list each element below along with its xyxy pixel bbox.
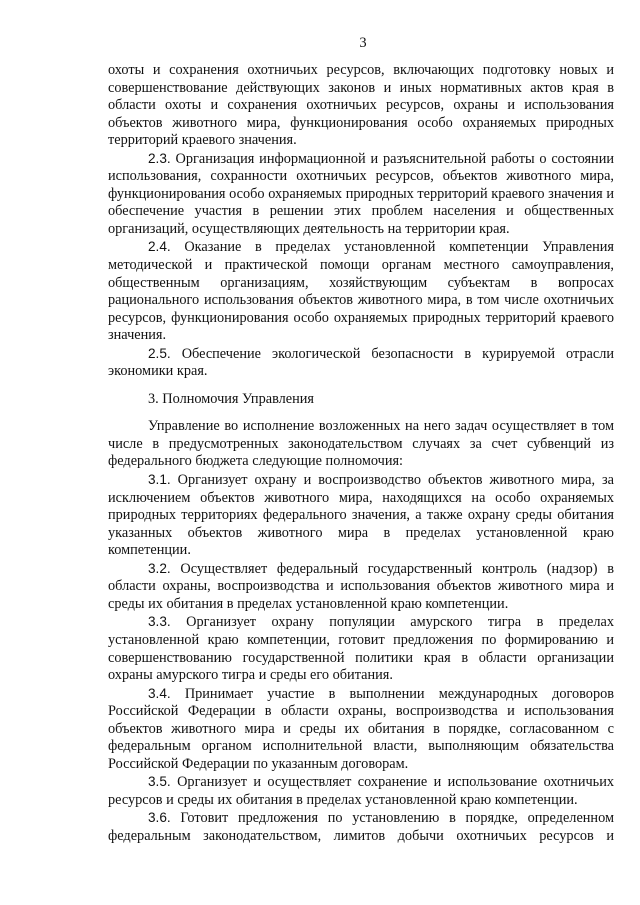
document-page xyxy=(108,34,614,846)
continuation-paragraph: охоты и сохранения охотничьих ресурсов, включающих подготовку новых и совершенствование действующих законов и иных нормативных актов края в области охоты и сохранения охотничьих ресурсов, охраны и использования объектов животного мира, функционирования особо охраняемых природных территорий краевого значения. xyxy=(108,62,614,149)
section-3-heading: 3. Полномочия Управления xyxy=(148,390,314,407)
clause-number: 3.6. xyxy=(148,810,171,826)
clause-number: 2.5. xyxy=(148,345,171,361)
clause-text: Оказание в пределах установленной компетенции Управления методической и практической помощи органам местного самоуправления, общественным организациям, хозяйствующим субъектам в вопросах рационального использования объектов животного мира, в том числе охотничьих ресурсов, функционирования особо охраняемых природных территорий краевого значения. xyxy=(108,239,614,344)
clause-3-5 xyxy=(108,773,614,809)
clause-3-6 xyxy=(108,809,614,845)
clause-2-5 xyxy=(108,345,614,381)
clause-2-4 xyxy=(108,238,614,344)
clause-number: 3.4. xyxy=(148,685,171,701)
clause-text: Организует охрану и воспроизводство объектов животного мира, за исключением объектов животного мира, находящихся на особо охраняемых природных территориях федерального значения, а также охрану среды обитания указанных объектов животного мира в пределах установленной краю компетенции. xyxy=(108,472,614,559)
clause-text: Обеспечение экологической безопасности в курируемой отрасли экономики края. xyxy=(108,345,614,380)
clause-text: Принимает участие в выполнении международных договоров Российской Федерации в области охраны, воспроизводства и использования объектов животного мира и среды их обитания в порядке, согласованном с федеральным органом исполнительной власти, выполняющим обязательства Российской Федерации по указанным договорам. xyxy=(108,685,614,772)
clause-text: Организация информационной и разъяснительной работы о состоянии использования, сохранности охотничьих ресурсов, объектов животного мира, функционирования особо охраняемых природных территорий краевого значения и обеспечение участия в решении этих проблем населения и общественных организаций, осуществляющих деятельность на территории края. xyxy=(108,150,614,237)
clause-text: Организует охрану популяции амурского тигра в пределах установленной краю компетенции, готовит предложения по формированию и совершенствованию государственной политики края в области организации охраны амурского тигра и среды его обитания. xyxy=(108,614,614,684)
clause-number: 2.3. xyxy=(148,150,171,166)
clause-text: Осуществляет федеральный государственный контроль (надзор) в области охраны, воспроизводства и использования объектов животного мира и среды их обитания в пределах установленной краю компетенции. xyxy=(108,560,615,612)
clause-number: 3.5. xyxy=(148,774,171,790)
section-3-intro: Управление во исполнение возложенных на него задач осуществляет в том числе в предусмотренных законодательством случаях за счет субвенций из федерального бюджета следующие полномочия: xyxy=(108,418,614,470)
clause-number: 2.4. xyxy=(148,239,171,255)
clause-number: 3.1. xyxy=(148,472,171,488)
clause-3-1 xyxy=(108,471,614,560)
clause-number: 3.3. xyxy=(148,614,171,630)
page-number: 3 xyxy=(359,35,367,51)
clause-3-4 xyxy=(108,685,614,774)
clause-text: Готовит предложения по установлению в порядке, определенном федеральным законодательством, лимитов добычи охотничьих ресурсов и xyxy=(108,810,615,844)
clause-2-3 xyxy=(108,150,614,239)
clause-3-3 xyxy=(108,613,614,684)
clause-3-2 xyxy=(108,560,614,614)
clause-text: Организует и осуществляет сохранение и использование охотничьих ресурсов и среды их обитания в пределах установленной краю компетенции. xyxy=(108,774,614,808)
clause-number: 3.2. xyxy=(148,560,171,576)
